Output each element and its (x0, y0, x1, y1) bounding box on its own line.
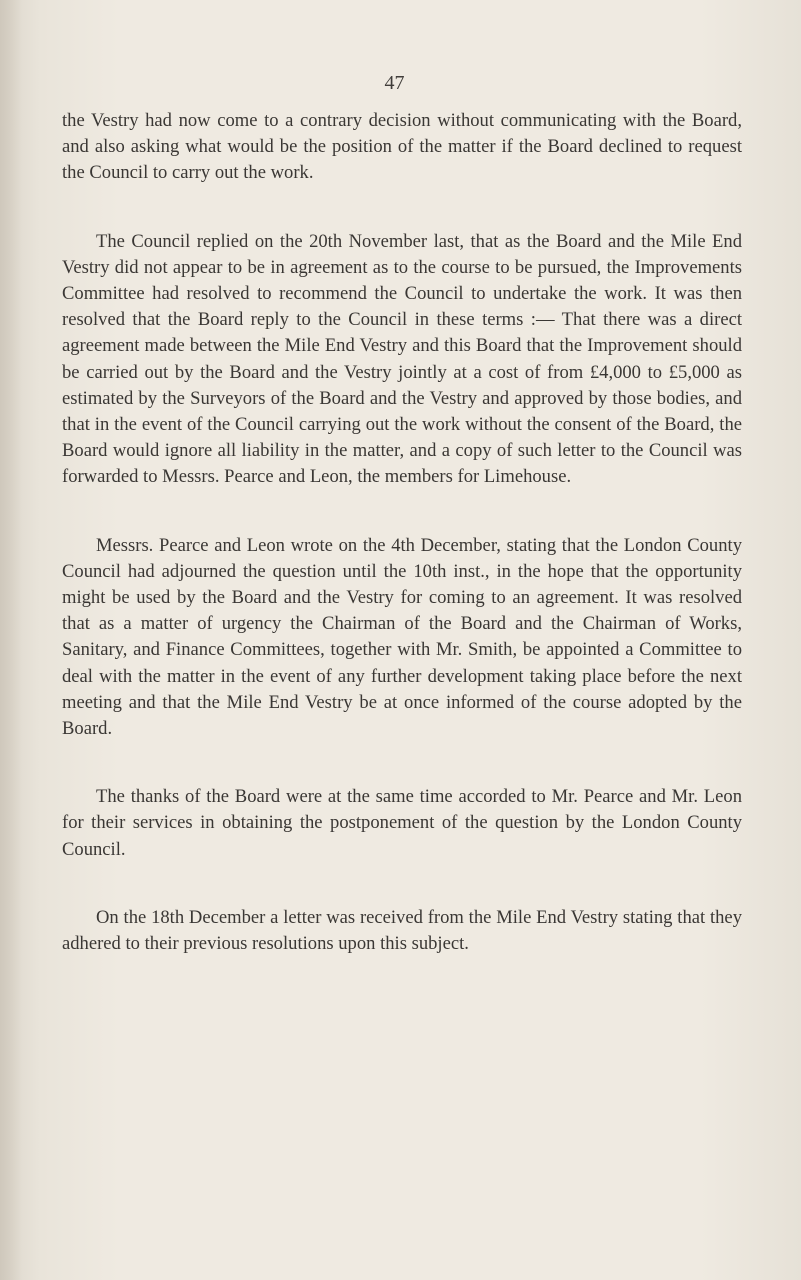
binding-shadow (0, 0, 22, 1280)
paragraph-vestry-reply: On the 18th December a letter was received from the Mile End Vestry stating that they adhered to their previous resolutions upon this subject. (62, 906, 742, 955)
paragraph-pearce-leon-letter: Messrs. Pearce and Leon wrote on the 4th December, stating that the London County Council had adjourned the question until the 10th inst., in the hope that the opportunity might be used by the Board and the Vestry for coming to an agreement. It was resolved that as a matter of urgency the Chairman of the Board and the Chairman of Works, Sanitary, and Finance Committees, together with Mr. Smith, be appointed a Committee to deal with the matter in the event of any further development taking place before the next meeting and that the Mile End Vestry be at once informed of the course adopted by the Board. (62, 534, 742, 740)
paragraph-continuation: the Vestry had now come to a contrary decision without communicating with the Board, and also asking what would be the position of the matter if the Board declined to request the Council to carry out the work. (62, 110, 742, 184)
page-number: 47 (384, 72, 405, 94)
body-text (62, 108, 742, 999)
paragraph-thanks: The thanks of the Board were at the same time accorded to Mr. Pearce and Mr. Leon for their services in obtaining the postponement of the question by the London County Council. (62, 786, 742, 860)
paragraph-council-reply: The Council replied on the 20th November last, that as the Board and the Mile End Vestry did not appear to be in agreement as to the course to be pursued, the Improvements Committee had resolved to recommend the Council to undertake the work. It was then resolved that the Board reply to the Council in these terms :— That there was a direct agreement made between the Mile End Vestry and this Board that the Improvement should be carried out by the Board and the Vestry jointly at a cost of from £4,000 to £5,000 as estimated by the Surveyors of the Board and the Vestry and approved by those bodies, and that in the event of the Council carrying out the work without the consent of the Board, the Board would ignore all liability in the matter, and a copy of such letter to the Council was forwarded to Messrs. Pearce and Leon, the members for Limehouse. (62, 230, 742, 488)
